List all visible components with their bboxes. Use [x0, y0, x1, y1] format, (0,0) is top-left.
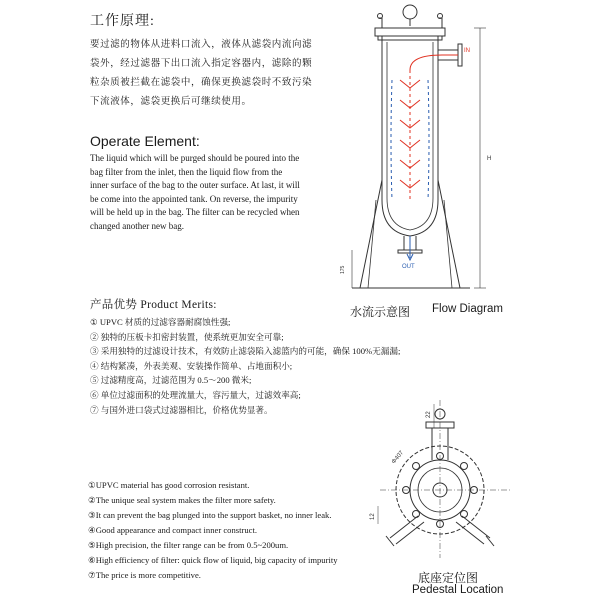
merits-cn-list	[90, 315, 400, 417]
operate-line: The liquid which will be purged should be poured into the	[90, 153, 300, 163]
pressure-gauge-icon	[403, 5, 417, 19]
label-h: H	[487, 156, 492, 162]
merit-en-item: ⑦The price is more competitive.	[88, 570, 201, 580]
principle-body	[90, 36, 330, 112]
merit-cn-item: ③ 采用独特的过滤设计技术，有效防止滤袋陷入滤篮内的可能，确保 100%无漏漏;	[90, 346, 401, 357]
label-in: IN	[464, 48, 470, 54]
pedestal-caption-en: Pedestal Location	[412, 584, 504, 596]
filter-lid	[375, 28, 445, 36]
operate-line: inner surface of the bag to the outer surface. At last, it will	[90, 180, 300, 190]
principle-line: 粒杂质被拦截在滤袋中，确保更换滤袋时不致污染	[90, 78, 313, 88]
flow-diagram-drawing	[330, 0, 520, 295]
merits-title: 产品优势 Product Merits:	[90, 299, 217, 311]
pedestal-drawing	[360, 398, 520, 570]
merit-en-item: ④Good appearance and compact inner construct.	[88, 525, 258, 535]
leg-right	[456, 516, 490, 544]
merits-en-list	[88, 478, 338, 583]
flow-caption-en: Flow Diagram	[432, 303, 503, 315]
principle-line: 下流液体，滤袋更换后可继续使用。	[90, 97, 252, 107]
label-out: OUT	[402, 264, 415, 270]
label-175: 175	[340, 265, 346, 274]
operate-line: be come into the appointed tank. On reverse, the impurity	[90, 193, 298, 204]
merit-en-item: ①UPVC material has good corrosion resistant.	[88, 480, 250, 490]
label-phi407: Φ407	[390, 450, 406, 466]
leg-left	[390, 516, 424, 544]
operate-title: Operate Element:	[90, 133, 200, 149]
merit-cn-item: ⑤ 过滤精度高，过滤范围为 0.5～200 微米;	[90, 375, 252, 386]
merit-cn-item: ① UPVC 材质的过滤容器耐腐蚀性强;	[90, 317, 231, 327]
merit-cn-item: ④ 结构紧凑，外表美观、安装操作简单、占地面积小;	[90, 360, 293, 371]
merit-en-item: ⑤High precision, the filter range can be from 0.5~200um.	[88, 540, 289, 550]
merit-en-item: ③It can prevent the bag plunged into the support basket, no inner leak.	[88, 510, 332, 520]
operate-body	[90, 152, 308, 233]
merit-cn-item: ② 独特的压板卡扣密封装置，使系统更加安全可靠;	[90, 331, 284, 342]
merit-cn-item: ⑥ 单位过滤面积的处理流量大，容污量大，过滤效率高;	[90, 389, 301, 400]
merit-en-item: ②The unique seal system makes the filter more safety.	[88, 495, 276, 505]
operate-line: bag filter from the inlet, then the liquid flow from the	[90, 166, 283, 177]
principle-title: 工作原理:	[90, 14, 155, 29]
label-22: 22	[426, 411, 432, 418]
operate-line: changed another new bag.	[90, 220, 184, 231]
label-12: 12	[370, 513, 376, 520]
flow-caption-cn: 水流示意图	[350, 305, 411, 319]
principle-line: 要过滤的物体从进料口流入，液体从滤袋内流向滤	[90, 40, 313, 50]
principle-line: 袋外，经过滤器下出口流入指定容器内，滤除的颗	[90, 59, 313, 69]
outflow-arrows	[391, 80, 429, 200]
merit-en-item: ⑥High efficiency of filter: quick flow of liquid, big capacity of impurity	[88, 555, 338, 565]
operate-line: will be held up in the bag. The filter can be recycled when	[90, 207, 300, 217]
merit-cn-item: ⑦ 与国外进口袋式过滤器相比，价格优势显著。	[90, 404, 273, 415]
pedestal-caption-cn: 底座定位图	[418, 571, 479, 585]
inflow-arrow	[410, 55, 458, 70]
